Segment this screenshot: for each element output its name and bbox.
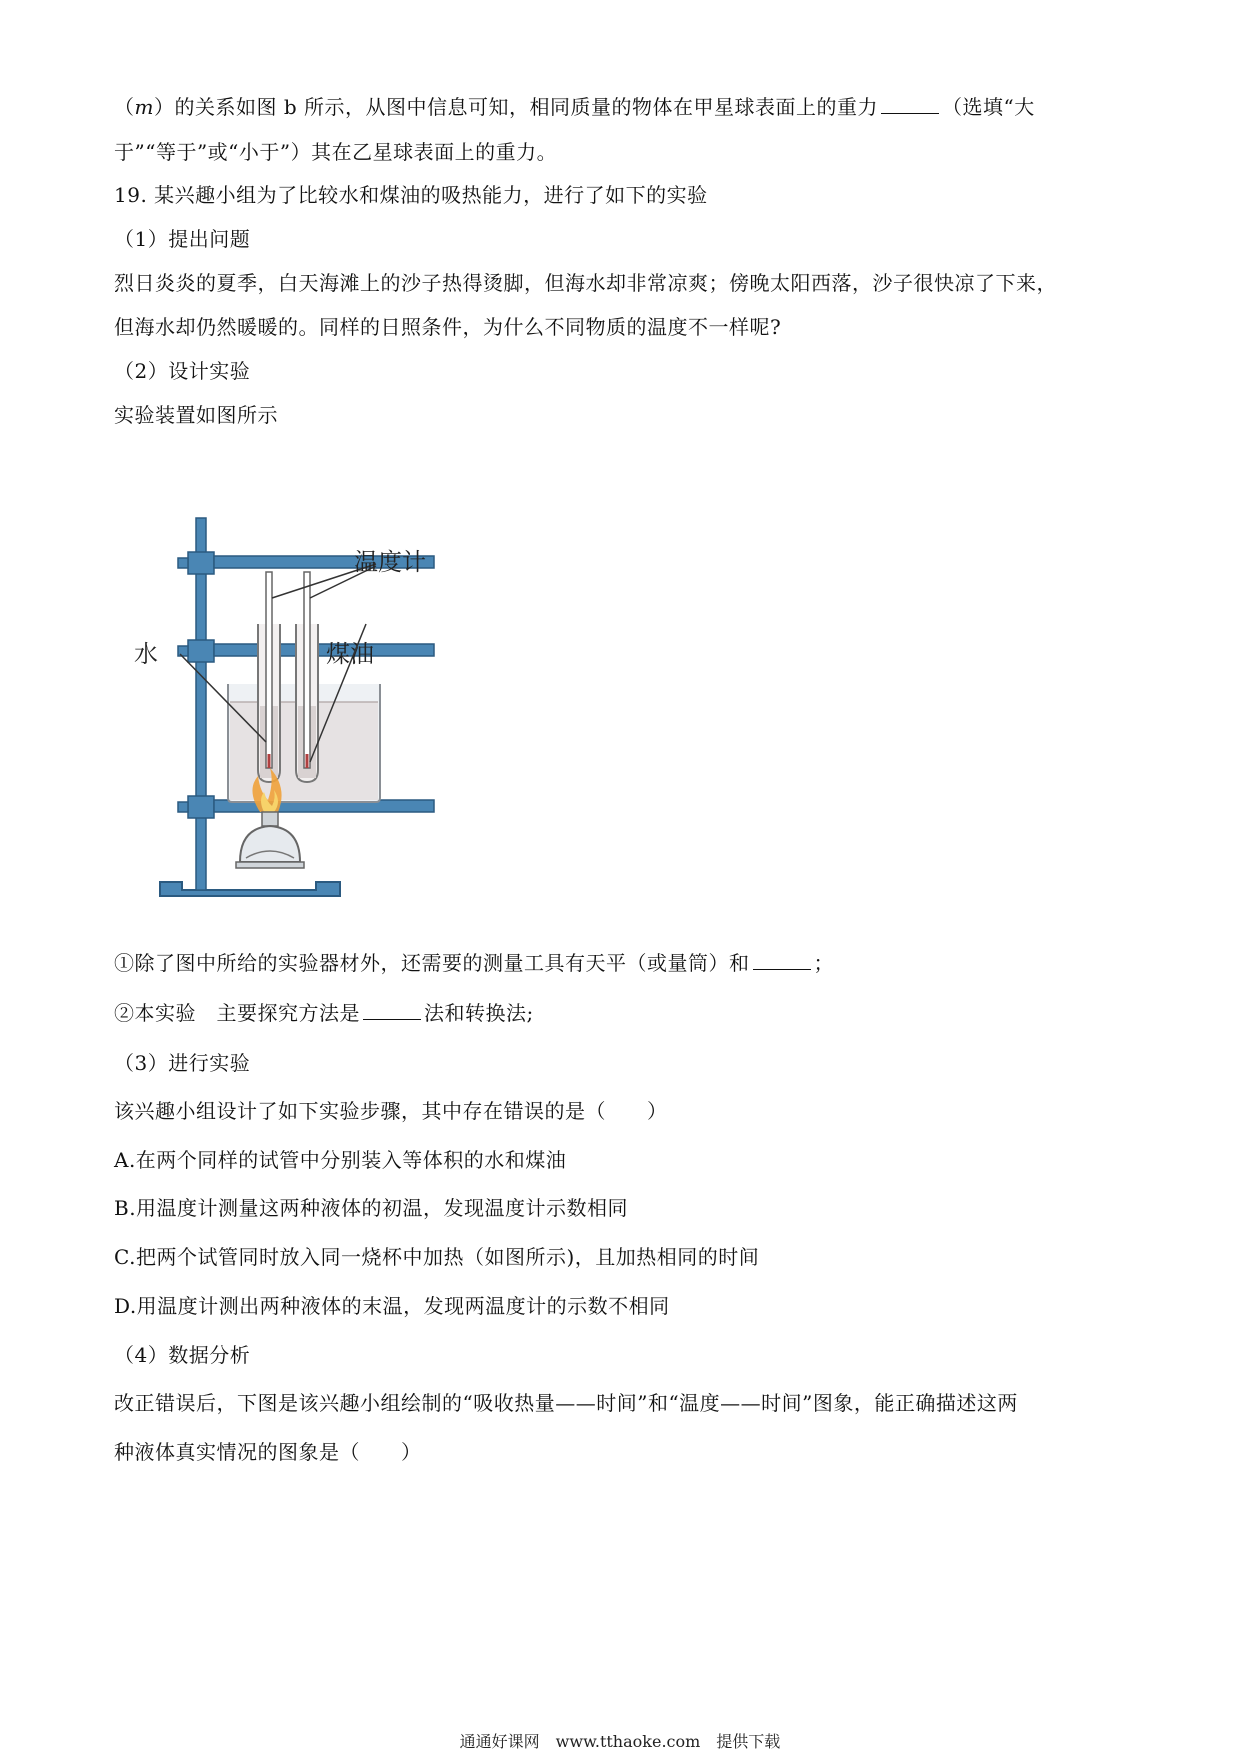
option-a: A.在两个同样的试管中分别装入等体积的水和煤油 bbox=[114, 1148, 567, 1172]
question-19: 19. 某兴趣小组为了比较水和煤油的吸热能力，进行了如下的实验 bbox=[114, 183, 708, 207]
apparatus-drawing bbox=[140, 506, 490, 926]
label-kerosene: 煤油 bbox=[326, 640, 374, 668]
answer-blank[interactable] bbox=[881, 95, 939, 114]
section-3-heading: （3）进行实验 bbox=[114, 1051, 251, 1075]
text-line-1: （m）的关系如图 b 所示，从图中信息可知，相同质量的物体在甲星球表面上的重力 （选填“大 bbox=[114, 95, 1035, 119]
paragraph-line: 烈日炎炎的夏季，白天海滩上的沙子热得烫脚，但海水却非常凉爽；傍晚太阳西落，沙子很快凉了下来， bbox=[114, 271, 1057, 295]
label-water: 水 bbox=[134, 640, 158, 668]
option-c: C.把两个试管同时放入同一烧杯中加热（如图所示)，且加热相同的时间 bbox=[114, 1245, 760, 1269]
option-d: D.用温度计测出两种液体的末温，发现两温度计的示数不相同 bbox=[114, 1294, 670, 1318]
experiment-apparatus-figure bbox=[134, 506, 490, 926]
option-b: B.用温度计测量这两种液体的初温，发现温度计示数相同 bbox=[114, 1196, 629, 1220]
paragraph-line: 实验装置如图所示 bbox=[114, 403, 278, 427]
answer-blank[interactable] bbox=[753, 951, 811, 970]
page-footer: 通通好课网 www.tthaoke.com 提供下载 bbox=[459, 1732, 781, 1751]
item-2: ②本实验 主要探究方法是 法和转换法; bbox=[114, 1001, 534, 1025]
label-thermometer: 温度计 bbox=[354, 548, 426, 576]
item-1: ①除了图中所给的实验器材外，还需要的测量工具有天平（或量筒）和 ； bbox=[114, 951, 834, 975]
answer-blank[interactable] bbox=[363, 1001, 421, 1020]
section-2-heading: （2）设计实验 bbox=[114, 359, 251, 383]
text-line-2: 于”“等于”或“小于”）其在乙星球表面上的重力。 bbox=[114, 140, 558, 164]
section-4-heading: （4）数据分析 bbox=[114, 1343, 251, 1367]
paragraph-line: 该兴趣小组设计了如下实验步骤，其中存在错误的是（ ） bbox=[114, 1099, 668, 1123]
paragraph-line: 种液体真实情况的图象是（ ） bbox=[114, 1440, 422, 1464]
paragraph-line: 改正错误后，下图是该兴趣小组绘制的“吸收热量——时间”和“温度——时间”图象，能正确描述这两 bbox=[114, 1391, 1018, 1415]
section-1-heading: （1）提出问题 bbox=[114, 227, 251, 251]
paragraph-line: 但海水却仍然暖暖的。同样的日照条件，为什么不同物质的温度不一样呢? bbox=[114, 315, 782, 339]
